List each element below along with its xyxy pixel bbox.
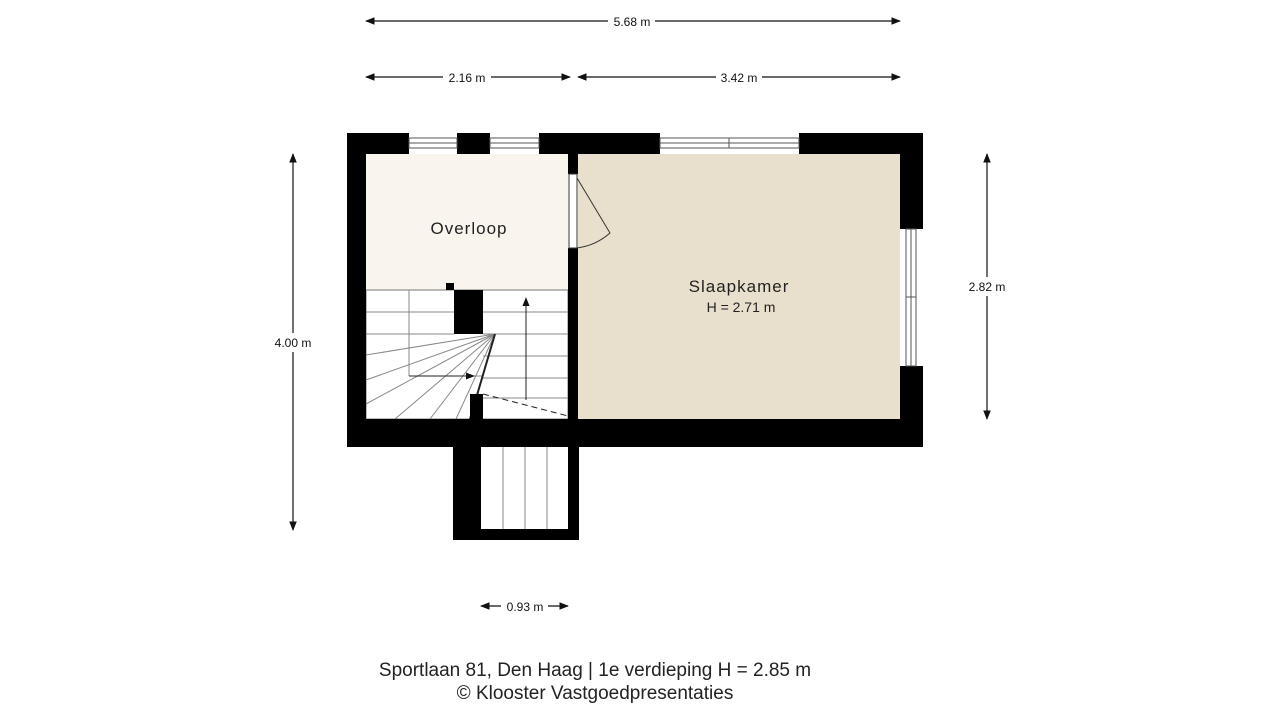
copyright-caption: © Klooster Vastgoedpresentaties: [456, 683, 734, 704]
dim-total-depth: 4.00 m: [274, 336, 312, 350]
room-label-slaapkamer: Slaapkamer: [688, 277, 790, 296]
dim-slaapkamer-depth: 2.82 m: [968, 280, 1006, 294]
dim-stair-width: 0.93 m: [506, 600, 544, 614]
dim-overloop-width: 2.16 m: [448, 71, 486, 85]
dim-slaapkamer-width: 3.42 m: [720, 71, 758, 85]
room-height-slaapkamer: H = 2.71 m: [706, 299, 776, 315]
dim-total-width: 5.68 m: [613, 15, 651, 29]
address-caption: Sportlaan 81, Den Haag | 1e verdieping H = 2.85 m: [378, 660, 812, 681]
room-label-overloop: Overloop: [430, 219, 508, 238]
